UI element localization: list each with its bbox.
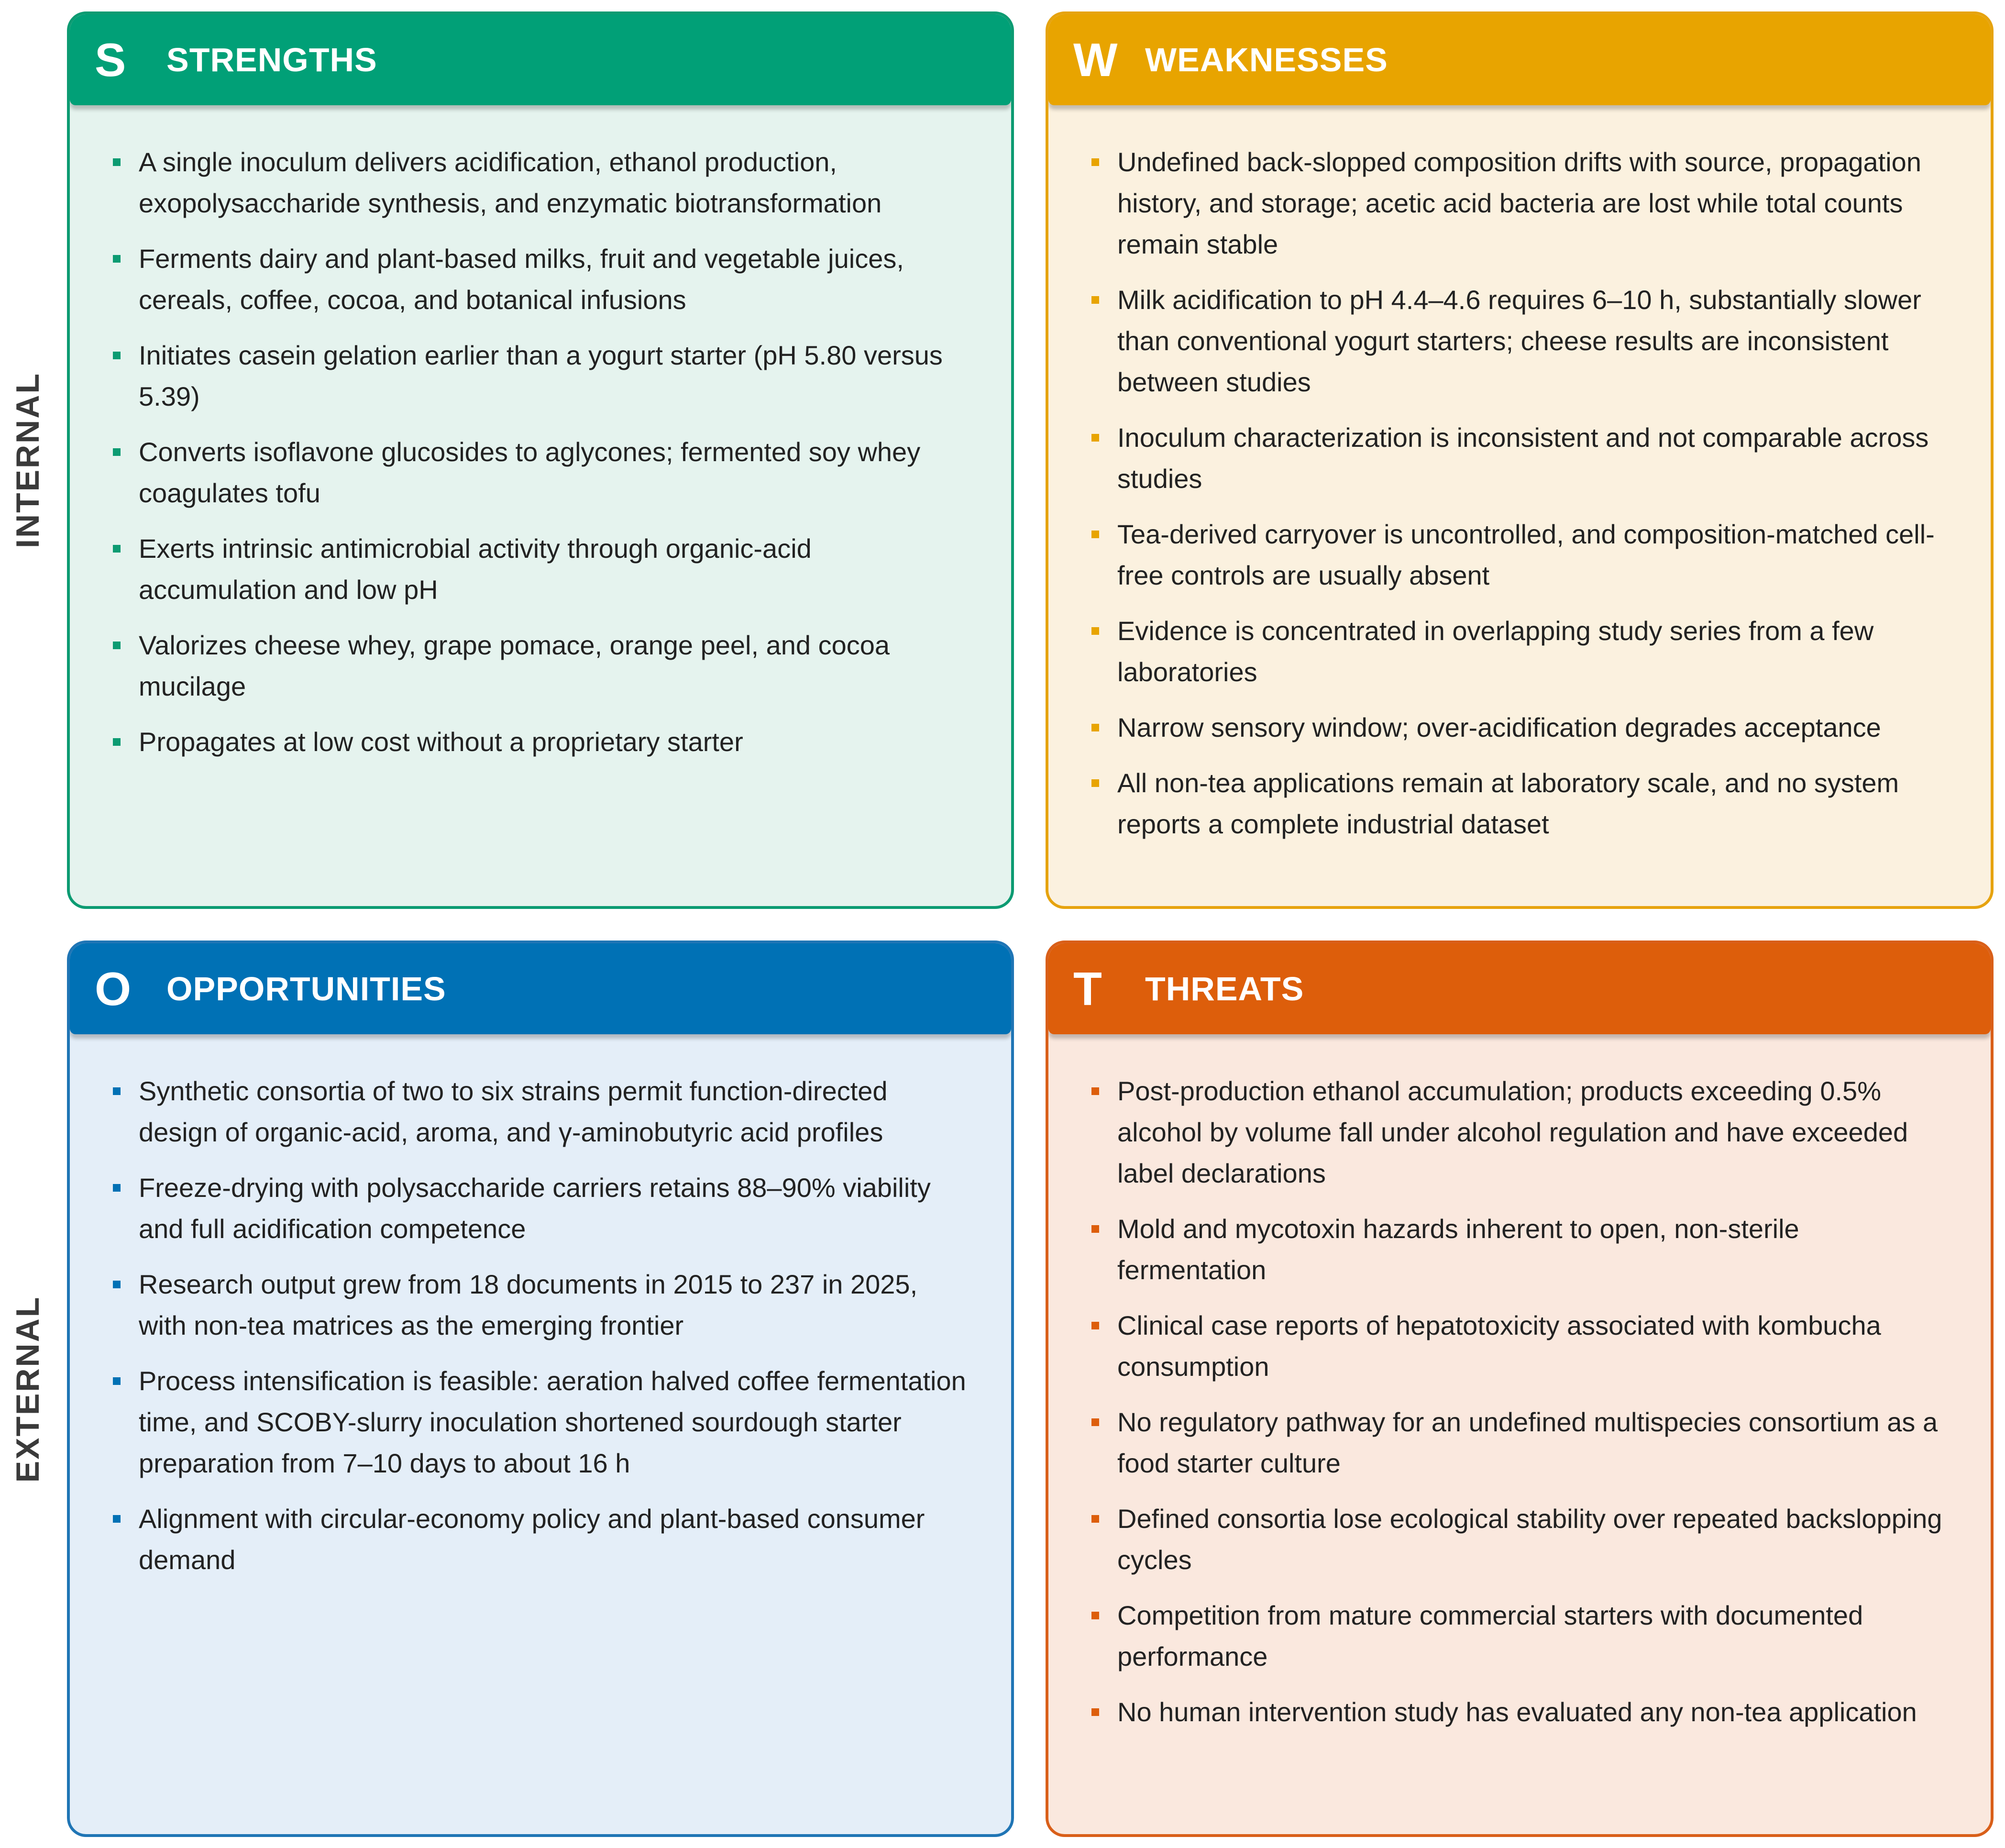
square-bullet-icon bbox=[1091, 1225, 1099, 1233]
threats-header bbox=[1048, 943, 1991, 1034]
weaknesses-header bbox=[1048, 14, 1991, 105]
threats-item-text: Clinical case reports of hepatotoxicity associated with kombucha consumption bbox=[1117, 1310, 1881, 1382]
square-bullet-icon bbox=[1091, 779, 1099, 787]
square-bullet-icon bbox=[113, 738, 121, 746]
square-bullet-icon bbox=[113, 255, 121, 263]
square-bullet-icon bbox=[113, 1515, 121, 1523]
threats-letter: T bbox=[1073, 962, 1102, 1015]
weaknesses-list-item bbox=[1091, 279, 1948, 403]
strengths-quadrant bbox=[67, 11, 1014, 909]
square-bullet-icon bbox=[1091, 434, 1099, 442]
weaknesses-list bbox=[1048, 105, 1991, 845]
threats-quadrant bbox=[1046, 941, 1994, 1837]
weaknesses-letter: W bbox=[1073, 33, 1118, 86]
weaknesses-list-item bbox=[1091, 142, 1948, 265]
strengths-title: STRENGTHS bbox=[166, 41, 377, 78]
square-bullet-icon bbox=[1091, 1087, 1099, 1095]
strengths-item-text: Ferments dairy and plant-based milks, fruit and vegetable juices, cereals, coffee, cocoa, and botanical infusions bbox=[139, 243, 904, 315]
strengths-item-text: Converts isoflavone glucosides to aglycones; fermented soy whey coagulates tofu bbox=[139, 437, 921, 508]
weaknesses-list-item bbox=[1091, 707, 1948, 748]
weaknesses-item-text: Evidence is concentrated in overlapping study series from a few laboratories bbox=[1117, 616, 1874, 687]
threats-item-text: Defined consortia lose ecological stability over repeated backslopping cycles bbox=[1117, 1504, 1942, 1575]
threats-list-item bbox=[1091, 1402, 1948, 1484]
opportunities-item-text: Synthetic consortia of two to six strains permit function-directed design of organic-acid, aroma, and γ-aminobutyric acid profiles bbox=[139, 1076, 888, 1147]
threats-item-text: Mold and mycotoxin hazards inherent to open, non-sterile fermentation bbox=[1117, 1214, 1799, 1285]
threats-list-item bbox=[1091, 1305, 1948, 1387]
threats-list-item bbox=[1091, 1692, 1948, 1733]
weaknesses-list-item bbox=[1091, 610, 1948, 693]
opportunities-list-item bbox=[113, 1498, 968, 1581]
opportunities-letter: O bbox=[95, 962, 132, 1015]
strengths-list-item bbox=[113, 721, 968, 763]
square-bullet-icon bbox=[1091, 627, 1099, 635]
weaknesses-list-item bbox=[1091, 763, 1948, 845]
threats-item-text: No regulatory pathway for an undefined multispecies consortium as a food starter culture bbox=[1117, 1407, 1938, 1478]
weaknesses-list-item bbox=[1091, 417, 1948, 499]
threats-list-item bbox=[1091, 1208, 1948, 1291]
weaknesses-item-text: Inoculum characterization is inconsistent and not comparable across studies bbox=[1117, 422, 1929, 494]
strengths-list-item bbox=[113, 335, 968, 417]
square-bullet-icon bbox=[1091, 1515, 1099, 1523]
strengths-item-text: Initiates casein gelation earlier than a yogurt starter (pH 5.80 versus 5.39) bbox=[139, 340, 943, 411]
square-bullet-icon bbox=[113, 545, 121, 553]
square-bullet-icon bbox=[113, 1184, 121, 1192]
strengths-list-item bbox=[113, 625, 968, 707]
strengths-list-item bbox=[113, 432, 968, 514]
threats-item-text: Competition from mature commercial starters with documented performance bbox=[1117, 1600, 1863, 1671]
strengths-letter: S bbox=[95, 33, 126, 86]
weaknesses-title: WEAKNESSES bbox=[1145, 41, 1388, 78]
strengths-list-item bbox=[113, 142, 968, 224]
threats-list-item bbox=[1091, 1595, 1948, 1677]
threats-item-text: No human intervention study has evaluated any non-tea application bbox=[1117, 1697, 1917, 1727]
internal-axis-text: INTERNAL bbox=[10, 372, 46, 548]
threats-list-item bbox=[1091, 1071, 1948, 1194]
square-bullet-icon bbox=[1091, 724, 1099, 731]
square-bullet-icon bbox=[113, 352, 121, 359]
weaknesses-list-item bbox=[1091, 514, 1948, 596]
opportunities-item-text: Freeze-drying with polysaccharide carriers retains 88–90% viability and full acidification competence bbox=[139, 1173, 931, 1244]
square-bullet-icon bbox=[1091, 1708, 1099, 1716]
square-bullet-icon bbox=[1091, 1322, 1099, 1329]
strengths-item-text: Propagates at low cost without a proprietary starter bbox=[139, 727, 743, 757]
threats-list-item bbox=[1091, 1498, 1948, 1581]
opportunities-header bbox=[70, 943, 1011, 1034]
strengths-list bbox=[70, 105, 1011, 763]
square-bullet-icon bbox=[113, 642, 121, 649]
square-bullet-icon bbox=[1091, 296, 1099, 304]
square-bullet-icon bbox=[1091, 158, 1099, 166]
weaknesses-item-text: All non-tea applications remain at laboratory scale, and no system reports a complete industrial dataset bbox=[1117, 768, 1899, 839]
square-bullet-icon bbox=[113, 1377, 121, 1385]
weaknesses-item-text: Undefined back-slopped composition drifts with source, propagation history, and storage; acetic acid bacteria are lost while total counts remain stable bbox=[1117, 147, 1921, 259]
opportunities-item-text: Process intensification is feasible: aeration halved coffee fermentation time, and SCOBY-slurry inoculation shortened sourdough starter preparation from 7–10 days to about 16 h bbox=[139, 1366, 966, 1478]
opportunities-list-item bbox=[113, 1361, 968, 1484]
square-bullet-icon bbox=[113, 1087, 121, 1095]
strengths-list-item bbox=[113, 238, 968, 321]
opportunities-title: OPPORTUNITIES bbox=[166, 970, 446, 1007]
strengths-item-text: A single inoculum delivers acidification, ethanol production, exopolysaccharide synthesis, and enzymatic biotransformation bbox=[139, 147, 882, 218]
strengths-item-text: Valorizes cheese whey, grape pomace, orange peel, and cocoa mucilage bbox=[139, 630, 890, 701]
square-bullet-icon bbox=[113, 158, 121, 166]
opportunities-list-item bbox=[113, 1264, 968, 1346]
strengths-item-text: Exerts intrinsic antimicrobial activity through organic-acid accumulation and low pH bbox=[139, 533, 812, 605]
opportunities-quadrant bbox=[67, 941, 1014, 1837]
weaknesses-item-text: Narrow sensory window; over-acidification degrades acceptance bbox=[1117, 712, 1881, 742]
opportunities-item-text: Alignment with circular-economy policy and plant-based consumer demand bbox=[139, 1504, 925, 1575]
external-axis-text: EXTERNAL bbox=[10, 1295, 46, 1483]
square-bullet-icon bbox=[1091, 531, 1099, 538]
threats-title: THREATS bbox=[1145, 970, 1304, 1007]
strengths-header bbox=[70, 14, 1011, 105]
opportunities-item-text: Research output grew from 18 documents in 2015 to 237 in 2025, with non-tea matrices as the emerging frontier bbox=[139, 1269, 918, 1340]
square-bullet-icon bbox=[113, 1281, 121, 1288]
weaknesses-quadrant bbox=[1046, 11, 1994, 909]
threats-item-text: Post-production ethanol accumulation; products exceeding 0.5% alcohol by volume fall under alcohol regulation and have exceeded label declarations bbox=[1117, 1076, 1908, 1188]
square-bullet-icon bbox=[113, 448, 121, 456]
square-bullet-icon bbox=[1091, 1418, 1099, 1426]
weaknesses-item-text: Tea-derived carryover is uncontrolled, and composition-matched cell-free controls are usually absent bbox=[1117, 519, 1935, 590]
opportunities-list bbox=[70, 1034, 1011, 1581]
opportunities-list-item bbox=[113, 1071, 968, 1153]
weaknesses-item-text: Milk acidification to pH 4.4–4.6 requires 6–10 h, substantially slower than conventional yogurt starters; cheese results are inconsistent between studies bbox=[1117, 285, 1921, 397]
square-bullet-icon bbox=[1091, 1612, 1099, 1619]
opportunities-list-item bbox=[113, 1167, 968, 1250]
threats-list bbox=[1048, 1034, 1991, 1733]
strengths-list-item bbox=[113, 528, 968, 610]
